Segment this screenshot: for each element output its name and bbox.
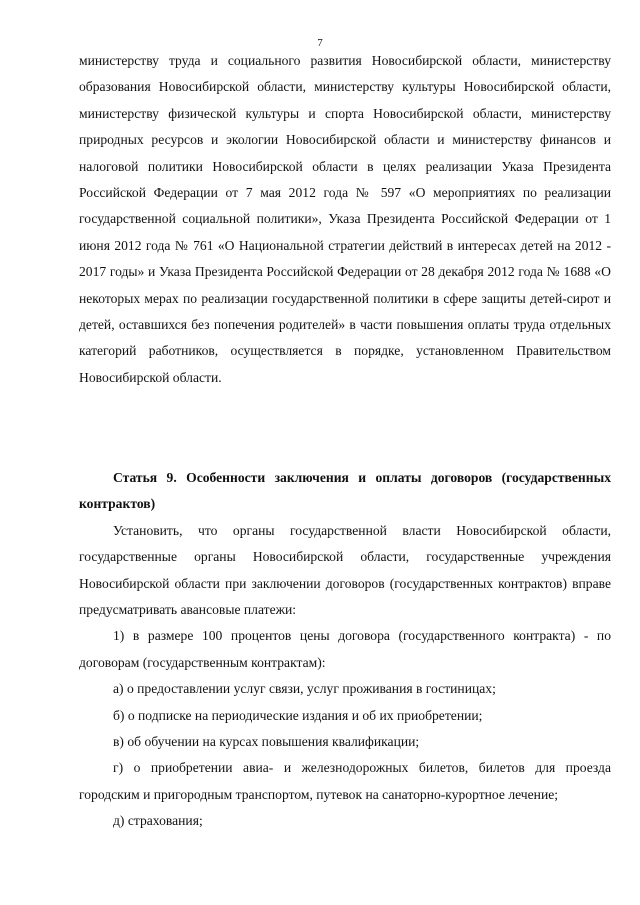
article-intro-paragraph: Установить, что органы государственной власти Новосибирской области, государственные органы Новосибирской области, государственные учреждения Новосибирской области при заключении договоров (государственных контрактов) вправе предусматривать авансовые платежи: — [79, 522, 611, 618]
sub-item-g: г) о приобретении авиа- и железнодорожных билетов, билетов для проезда городским и пригородным транспортом, путевок на санаторно-курортное лечение; — [79, 760, 611, 802]
sub-item-d: д) страхования; — [113, 813, 203, 829]
continued-text-block — [79, 48, 611, 391]
list-item-1: 1) в размере 100 процентов цены договора (государственного контракта) - по договорам (государственным контрактам): — [79, 628, 611, 670]
page-number: 7 — [317, 37, 323, 49]
sub-item-a: а) о предоставлении услуг связи, услуг проживания в гостиницах; — [113, 681, 496, 697]
sub-item-v: в) об обучении на курсах повышения квалификации; — [113, 734, 420, 750]
article-heading: Статья 9. Особенности заключения и оплаты договоров (государственных контрактов) — [79, 470, 611, 512]
sub-item-b: б) о подписке на периодические издания и об их приобретении; — [113, 707, 483, 723]
continued-paragraph: министерству труда и социального развития Новосибирской области, министерству образования Новосибирской области, министерству культуры Новосибирской области, министерству физической культуры и спорта Новосибирской области, министерству природных ресурсов и экологии Новосибирской области и министерству финансов и налоговой политики Новосибирской области в целях реализации Указа Президента Российской Федерации от 7 мая 2012 года № 597 «О мероприятиях по реализации государственной социальной политики», Указа Президента Российской Федерации от 1 июня 2012 года № 761 «О Национальной стратегии действий в интересах детей на 2012 - 2017 годы» и Указа Президента Российской Федерации от 28 декабря 2012 года № 1688 «О некоторых мерах по реализации государственной политики в сфере защиты детей-сирот и детей, оставшихся без попечения родителей» в части повышения оплаты труда отдельных категорий работников, осуществляется в порядке, установленном Правительством Новосибирской области. — [79, 53, 611, 385]
article-9-section — [79, 465, 611, 835]
